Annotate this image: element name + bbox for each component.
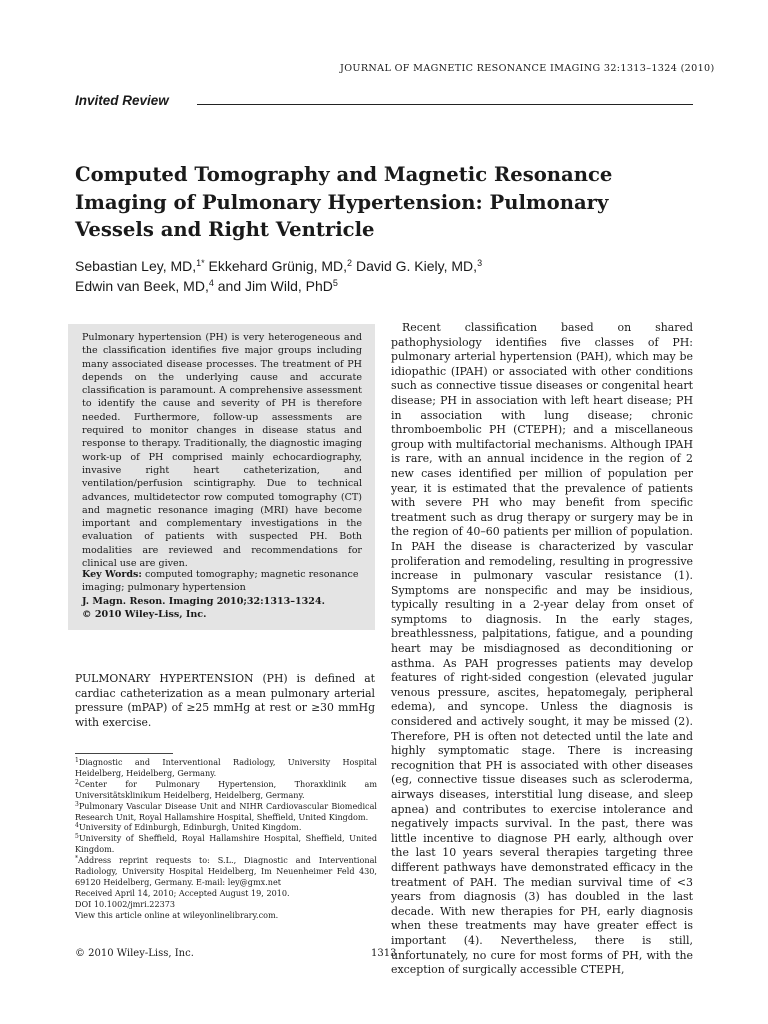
footnote (75, 855, 377, 888)
footnote-text: University of Sheffield, Royal Hallamshire Hospital, Sheffield, United Kingdom. (75, 833, 377, 855)
footnote-mark: 3 (75, 800, 79, 808)
author-list (75, 256, 675, 296)
section-rule (197, 104, 693, 105)
page-number: 1313 (371, 948, 397, 959)
article-title: Computed Tomography and Magnetic Resonance Imaging of Pulmonary Hypertension: Pulmonary Vessels and Right Ventricle (75, 163, 613, 241)
author-name: Edwin van Beek, MD, (75, 278, 209, 294)
footnote-mark: 5 (75, 833, 79, 841)
footnote-text: Pulmonary Vascular Disease Unit and NIHR Cardiovascular Biomedical Research Unit, Royal Hallamshire Hospital, Sheffield, United Kingdom. (75, 800, 377, 822)
right-column-text: Recent classification based on shared pathophysiology identifies five classes of PH: pulmonary arterial hypertension (PAH), which may be idiopathic (IPAH) or associated with other conditions such as connective tissue diseases or congenital heart disease; PH in association with left heart disease; PH in association with lung disease; chronic thromboembolic PH (CTEPH); and a miscellaneous group with multifactorial mechanisms. Although IPAH is rare, with an annual incidence in the region of 2 new cases identified per million of population per year, it is estimated that the prevalence of patients with severe PH who may benefit from specific treatment such as drug therapy or surgery may be in the region of 40–60 patients per million of population. In PAH the disease is characterized by vascular proliferation and remodeling, resulting in progressive increase in pulmonary vascular resistance (1). Symptoms are nonspecific and may be insidious, typically resulting in a 2-year delay from onset of symptoms to diagnosis. In the early stages, breathlessness, palpitations, fatigue, and a pounding heart may be misdiagnosed as deconditioning or asthma. As PAH progresses patients may develop features of right-sided congestion (elevated jugular venous pressure, ascites, hepatomegaly, peripheral edema), and syncope. Unless the diagnosis is considered and actively sought, it may be missed (2). Therefore, PH is often not detected until the late and highly symptomatic stage. There is increasing recognition that PH is associated with other diseases (eg, connective tissue diseases such as scleroderma, airways diseases, interstitial lung disease, and sleep apnea) and contributes to exercise intolerance and negatively impacts survival. In the past, there was little incentive to diagnose PH early, although over the last 10 years several therapies targeting three different pathways have demonstrated efficacy in the treatment of PAH. The median survival time of <3 years from diagnosis (3) has doubled in the last decade. With new therapies for PH, early diagnosis when these treatments may have greater effect is important (4). Nevertheless, there is still, unfortunately, no cure for most forms of PH, with the exception of surgically accessible CTEPH, (391, 321, 693, 977)
footnote (75, 822, 377, 833)
footnote-text: University of Edinburgh, Edinburgh, United Kingdom. (78, 822, 302, 833)
footnote (75, 779, 377, 801)
footnote (75, 833, 377, 855)
footer-copyright: © 2010 Wiley-Liss, Inc. (75, 948, 194, 959)
footnote-rule (75, 753, 173, 754)
footnote-text: Received April 14, 2010; Accepted August 19, 2010. (75, 887, 290, 898)
footnote (75, 910, 377, 921)
footnote-mark: * (75, 855, 78, 863)
journal-header: JOURNAL OF MAGNETIC RESONANCE IMAGING 32:1313–1324 (2010) (340, 63, 715, 74)
footnote (75, 888, 377, 899)
author-affiliation-mark: 5 (332, 278, 338, 288)
abstract-box (68, 324, 375, 630)
keywords-block (82, 568, 364, 621)
footnote-text: Address reprint requests to: S.L., Diagnostic and Interventional Radiology, University Hospital Heidelberg, Im Neuenheimer Feld 430, 69120 Heidelberg, Germany. E-mail: ley@gmx.net (75, 855, 377, 887)
section-label: Invited Review (75, 93, 169, 108)
author-affiliation-mark: 2 (347, 258, 353, 268)
abstract-text: Pulmonary hypertension (PH) is very heterogeneous and the classification identifies five major groups including many associated disease processes. The treatment of PH depends on the underlying cause and accurate classification is paramount. A comprehensive assessment to identify the cause and severity of PH is therefore needed. Furthermore, follow-up assessments are required to monitor changes in disease status and response to therapy. Traditionally, the diagnostic imaging work-up of PH comprised mainly echocardiography, invasive right heart catheterization, and ventilation/perfusion scintigraphy. Due to technical advances, multidetector row computed tomography (CT) and magnetic resonance imaging (MRI) have become important and complementary investigations in the evaluation of patients with suspected PH. Both modalities are reviewed and recommendations for clinical use are given. (82, 332, 362, 570)
footnote-text: DOI 10.1002/jmri.22373 (75, 898, 176, 909)
keywords-text: computed tomography; magnetic resonance imaging; pulmonary hypertension (82, 569, 359, 594)
footnote-mark: 1 (75, 757, 79, 764)
author-affiliation-mark: 3 (477, 258, 483, 268)
section-header (75, 93, 693, 111)
intro-paragraph: PULMONARY HYPERTENSION (PH) is defined at cardiac catheterization as a mean pulmonary arterial pressure (mPAP) of ≥25 mmHg at rest or ≥30 mmHg with exercise. (75, 672, 375, 729)
author-name: David G. Kiely, MD, (355, 258, 478, 274)
author-affiliation-mark: 4 (208, 278, 214, 288)
citation-line: J. Magn. Reson. Imaging 2010;32:1313–1324. (82, 595, 325, 607)
copyright-line: © 2010 Wiley-Liss, Inc. (82, 608, 207, 620)
footnote-text: Center for Pulmonary Hypertension, Thoraxklinik am Universitätsklinikum Heidelberg, Heidelberg, Germany. (75, 778, 377, 800)
author-name: Ekkehard Grünig, MD, (208, 258, 348, 274)
footnote-mark: 2 (75, 778, 79, 786)
footnotes (75, 757, 377, 921)
footnote-mark: 4 (75, 822, 79, 830)
footnote (75, 801, 377, 823)
author-name: and Jim Wild, PhD (217, 278, 333, 294)
author-name: Sebastian Ley, MD, (75, 258, 197, 274)
keywords-label: Key Words: (82, 569, 142, 580)
footnote-text: Diagnostic and Interventional Radiology, University Hospital Heidelberg, Heidelberg, Germany. (75, 757, 377, 778)
footnote (75, 899, 377, 910)
author-affiliation-mark: 1* (196, 258, 205, 268)
footnote (75, 757, 377, 779)
footnote-text: View this article online at wileyonlinelibrary.com. (75, 909, 279, 920)
